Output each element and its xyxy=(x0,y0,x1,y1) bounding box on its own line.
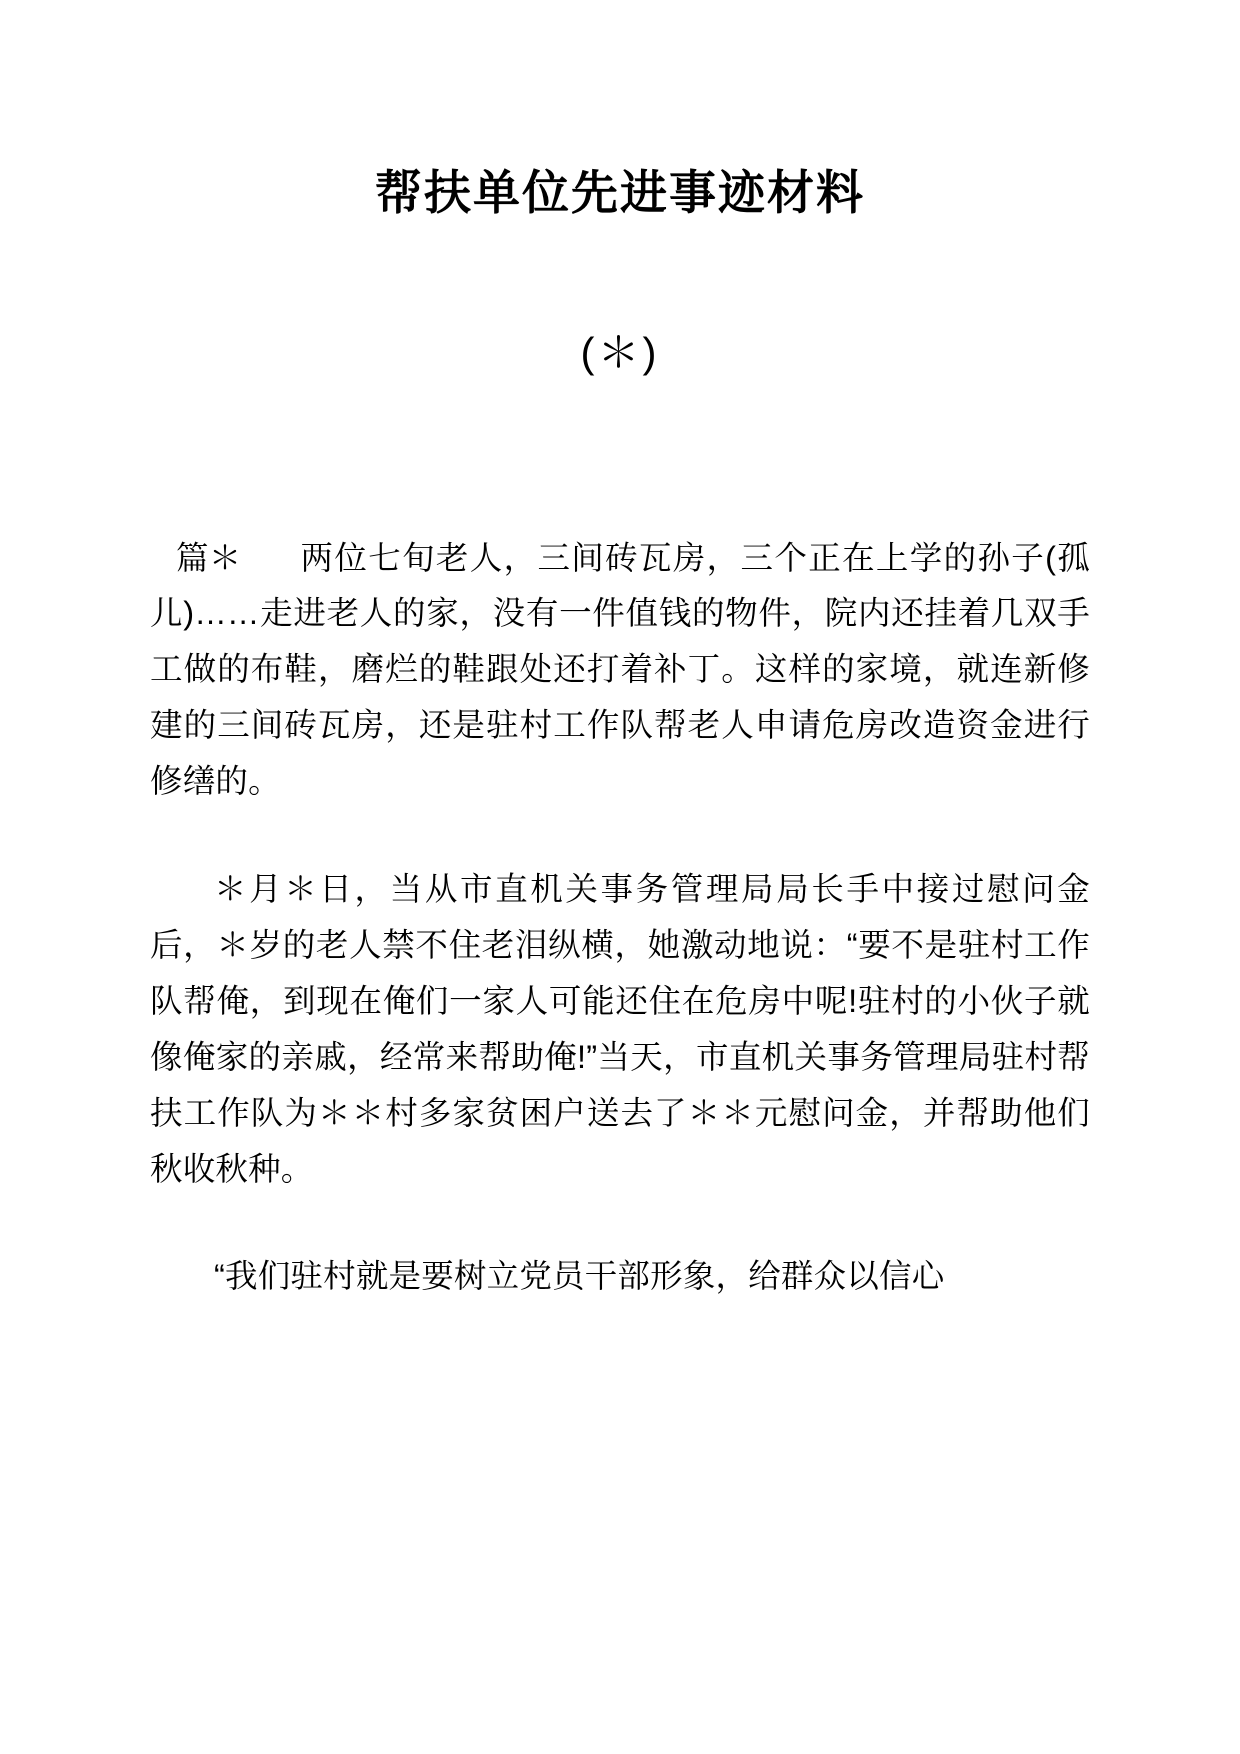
document-body xyxy=(150,383,1090,1306)
paragraph-2: ＊月＊日，当从市直机关事务管理局局长手中接过慰问金后，＊岁的老人禁不住老泪纵横，她激动地说：“要不是驻村工作队帮俺，到现在俺们一家人可能还住在危房中呢!驻村的小伙子就像俺家的亲戚，经常来帮助俺!”当天，市直机关事务管理局驻村帮扶工作队为＊＊村多家贫困户送去了＊＊元慰问金，并帮助他们秋收秋种。 xyxy=(150,871,1090,1187)
page-title: 帮扶单位先进事迹材料 xyxy=(375,166,865,219)
document-subtitle: (＊) xyxy=(580,328,660,376)
paragraph-1-text: 两位七旬老人，三间砖瓦房，三个正在上学的孙子(孤儿)……走进老人的家，没有一件值钱的物件，院内还挂着几双手工做的布鞋，磨烂的鞋跟处还打着补丁。这样的家境，就连新修建的三间砖瓦房，还是驻村工作队帮老人申请危房改造资金进行修缮的。 xyxy=(150,539,1090,800)
paragraph-1 xyxy=(150,531,1090,810)
paragraph-3: “我们驻村就是要树立党员干部形象，给群众以信心 xyxy=(214,1258,945,1295)
paragraph-1-label: 篇＊ xyxy=(176,539,242,576)
